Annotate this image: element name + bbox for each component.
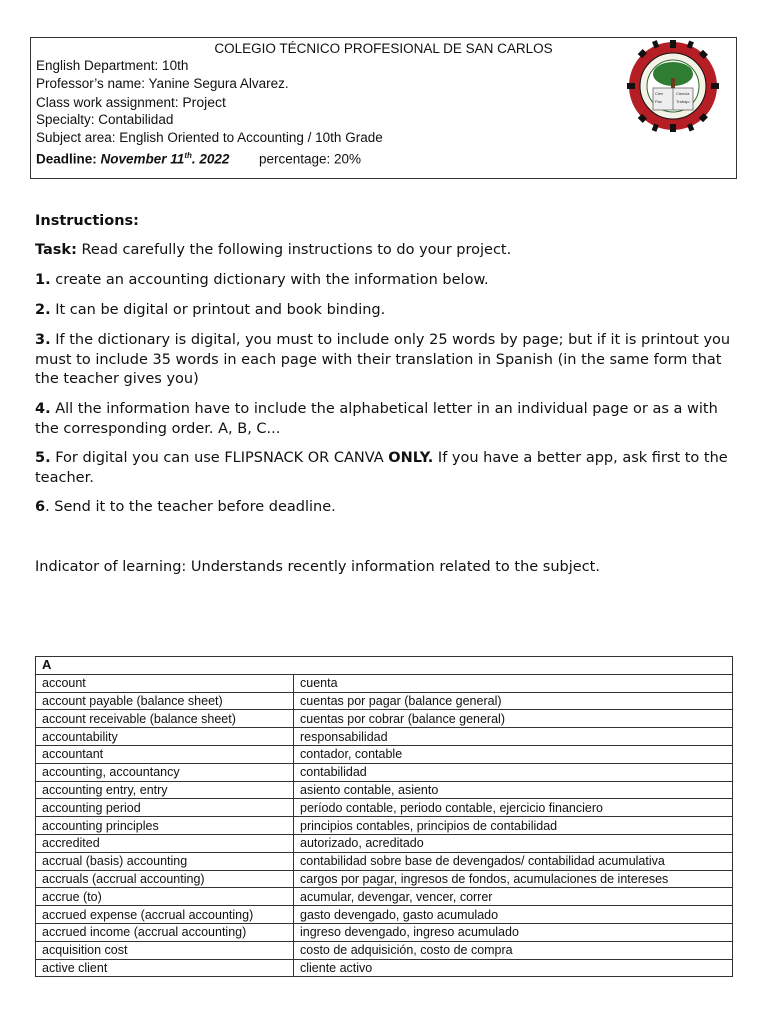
english-term: accounting period [36,799,294,817]
task-line [35,241,731,261]
table-row [36,941,733,959]
english-term: acquisition cost [36,941,294,959]
instruction-4 [35,400,731,439]
instruction-5 [35,449,731,488]
english-term: accountant [36,745,294,763]
table-row [36,781,733,799]
english-term: accounting principles [36,817,294,835]
table-row [36,959,733,977]
spanish-translation: responsabilidad [294,728,733,746]
table-row [36,728,733,746]
subject-line: Subject area: English Oriented to Accounting / 10th Grade [36,130,383,145]
table-row [36,710,733,728]
instruction-number: 3. [35,332,51,348]
instruction-text: All the information have to include the alphabetical letter in an individual page or as a with the corresponding order. A, B, C... [35,401,718,437]
spanish-translation: costo de adquisición, costo de compra [294,941,733,959]
letter-row [36,657,733,675]
table-row [36,923,733,941]
seal-text-3: Paz [655,99,662,104]
spanish-translation: contabilidad [294,763,733,781]
seal-text-1: Cien [655,91,664,96]
deadline-year: . 2022 [191,151,230,167]
instruction-text: If the dictionary is digital, you must to include only 25 words by page; but if it is printout you must to include 35 words in each page with their translation in Spanish (in the same form that the teacher gives you) [35,332,731,387]
letter-cell: A [36,657,733,675]
table-row [36,906,733,924]
spanish-translation: cargos por pagar, ingresos de fondos, acumulaciones de intereses [294,870,733,888]
spanish-translation: gasto devengado, gasto acumulado [294,906,733,924]
specialty-line: Specialty: Contabilidad [36,112,174,127]
spanish-translation: acumular, devengar, vencer, correr [294,888,733,906]
instruction-6 [35,498,731,518]
dictionary-table [35,656,733,977]
english-term: account payable (balance sheet) [36,692,294,710]
instruction-3 [35,331,731,390]
instruction-2 [35,301,731,321]
table-row [36,692,733,710]
english-term: accrual (basis) accounting [36,852,294,870]
instruction-text-b: If you have a better app, ask first to the teacher. [35,450,728,486]
english-term: active client [36,959,294,977]
spanish-translation: asiento contable, asiento [294,781,733,799]
assignment-label: Class work assignment: [36,95,183,110]
seal-text-2: Ciencia [676,91,690,96]
spanish-translation: autorizado, acreditado [294,834,733,852]
deadline-value: November 11 [100,151,185,167]
task-text: Read carefully the following instructions to do your project. [76,242,512,258]
instruction-text: For digital you can use FLIPSNACK OR CANVA [50,450,389,466]
english-term: accruals (accrual accounting) [36,870,294,888]
table-row [36,763,733,781]
table-row [36,799,733,817]
english-term: account [36,674,294,692]
header-lines [36,57,383,165]
table-row [36,888,733,906]
school-seal-logo [627,38,719,136]
table-row [36,817,733,835]
instruction-text: It can be digital or printout and book binding. [50,302,386,318]
spanish-translation: contabilidad sobre base de devengados/ contabilidad acumulativa [294,852,733,870]
school-name: COLEGIO TÉCNICO PROFESIONAL DE SAN CARLOS [214,41,553,56]
table-row [36,852,733,870]
percentage: percentage: 20% [258,151,362,167]
table-row [36,674,733,692]
deadline-line [36,147,383,165]
instruction-text: create an accounting dictionary with the information below. [50,272,489,288]
spanish-translation: período contable, periodo contable, ejercicio financiero [294,799,733,817]
spanish-translation: cuentas por cobrar (balance general) [294,710,733,728]
english-term: accounting, accountancy [36,763,294,781]
spanish-translation: cliente activo [294,959,733,977]
assignment-line [36,93,383,111]
instruction-number: 5. [35,450,51,466]
instruction-number: 2. [35,302,51,318]
instruction-number: 4. [35,401,51,417]
english-term: accrued income (accrual accounting) [36,923,294,941]
instruction-number: 1. [35,272,51,288]
english-term: accountability [36,728,294,746]
spanish-translation: ingreso devengado, ingreso acumulado [294,923,733,941]
table-row [36,834,733,852]
indicator-of-learning: Indicator of learning: Understands recently information related to the subject. [35,559,600,575]
english-term: account receivable (balance sheet) [36,710,294,728]
department-line: English Department: 10th [36,58,189,73]
seal-text-4: Trabajo [676,99,690,104]
instruction-text: . Send it to the teacher before deadline. [45,499,336,515]
spanish-translation: cuentas por pagar (balance general) [294,692,733,710]
instruction-1 [35,271,731,291]
spanish-translation: principios contables, principios de contabilidad [294,817,733,835]
deadline-sup: th [184,151,192,160]
professor-line: Professor’s name: Yanine Segura Alvarez. [36,76,289,91]
header-box [30,37,737,179]
instruction-bold: ONLY. [388,450,434,466]
spanish-translation: contador, contable [294,745,733,763]
instruction-number: 6 [35,499,46,515]
assignment-value: Project [182,94,226,110]
english-term: accounting entry, entry [36,781,294,799]
deadline-label: Deadline: [36,151,101,167]
english-term: accredited [36,834,294,852]
instructions-title: Instructions: [35,213,139,229]
english-term: accrue (to) [36,888,294,906]
table-row [36,745,733,763]
english-term: accrued expense (accrual accounting) [36,906,294,924]
spanish-translation: cuenta [294,674,733,692]
table-row [36,870,733,888]
task-label: Task: [35,242,77,258]
